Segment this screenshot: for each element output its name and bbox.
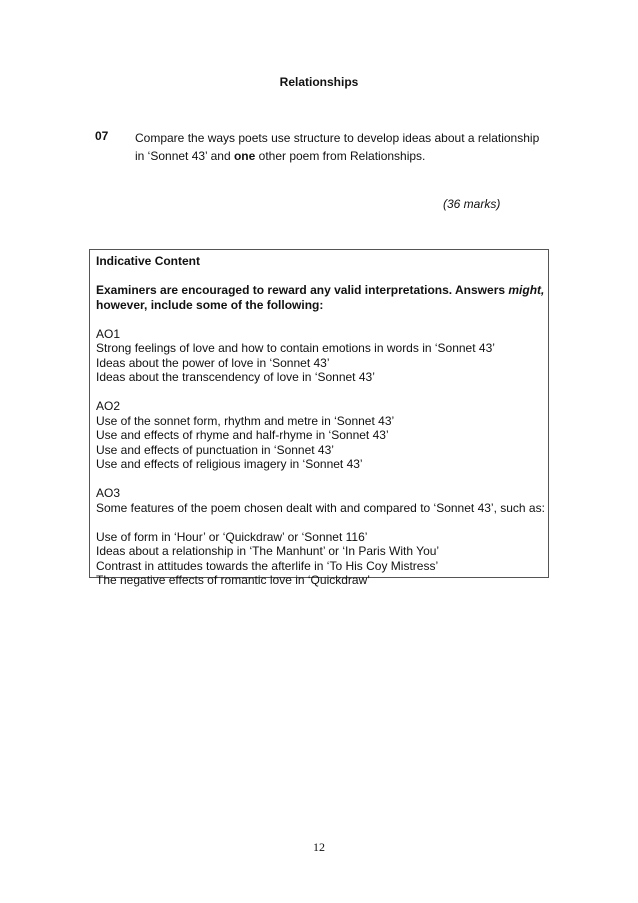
ao1-item: Ideas about the power of love in ‘Sonnet 43’ xyxy=(96,355,330,370)
question-text-start: Compare the ways poets use structure to develop ideas about a relationship in ‘Sonnet 43’ and xyxy=(135,131,540,163)
ao2-label: AO2 xyxy=(96,399,121,413)
ao2-item: Use of the sonnet form, rhythm and metre in ‘Sonnet 43’ xyxy=(96,413,395,428)
question-bold-word: one xyxy=(233,149,256,163)
question-number: 07 xyxy=(95,129,109,143)
question-text-end: other poem from Relationships. xyxy=(255,149,426,163)
ao3-lead: Some features of the poem chosen dealt with and compared to ‘Sonnet 43’, such as: xyxy=(96,500,545,515)
ao3-label: AO3 xyxy=(96,486,121,500)
ao2-item: Use and effects of punctuation in ‘Sonnet 43’ xyxy=(96,442,334,457)
ao1-label: AO1 xyxy=(96,326,121,341)
indicative-content-heading: Indicative Content xyxy=(96,254,201,268)
examiner-guidance xyxy=(96,283,545,312)
guidance-line-1 xyxy=(96,283,545,298)
marks-allocation: (36 marks) xyxy=(443,197,501,211)
ao1-item: Strong feelings of love and how to contain emotions in words in ‘Sonnet 43’ xyxy=(96,341,495,355)
page-number: 12 xyxy=(313,840,325,854)
ao1-item: Ideas about the transcendency of love in ‘Sonnet 43’ xyxy=(96,370,375,384)
section-title: Relationships xyxy=(279,75,359,89)
ao3-item: Contrast in attitudes towards the afterlife in ‘To His Coy Mistress’ xyxy=(96,558,439,573)
ao2-item: Use and effects of rhyme and half-rhyme in ‘Sonnet 43’ xyxy=(96,428,389,442)
ao3-item: Use of form in ‘Hour’ or ‘Quickdraw’ or ‘Sonnet 116’ xyxy=(96,529,368,544)
indicative-content-box xyxy=(89,249,549,587)
ao3-item: Ideas about a relationship in ‘The Manhunt’ or ‘In Paris With You’ xyxy=(96,544,440,558)
guidance-text: Examiners are encouraged to reward any valid interpretations. Answers xyxy=(96,283,509,297)
ao3-item: The negative effects of romantic love in ‘Quickdraw’ xyxy=(96,573,370,587)
guidance-line-2: however, include some of the following: xyxy=(96,297,324,312)
ao2-item: Use and effects of religious imagery in ‘Sonnet 43’ xyxy=(96,457,363,471)
guidance-italic-word: might, xyxy=(508,283,545,297)
question-text xyxy=(135,129,545,165)
